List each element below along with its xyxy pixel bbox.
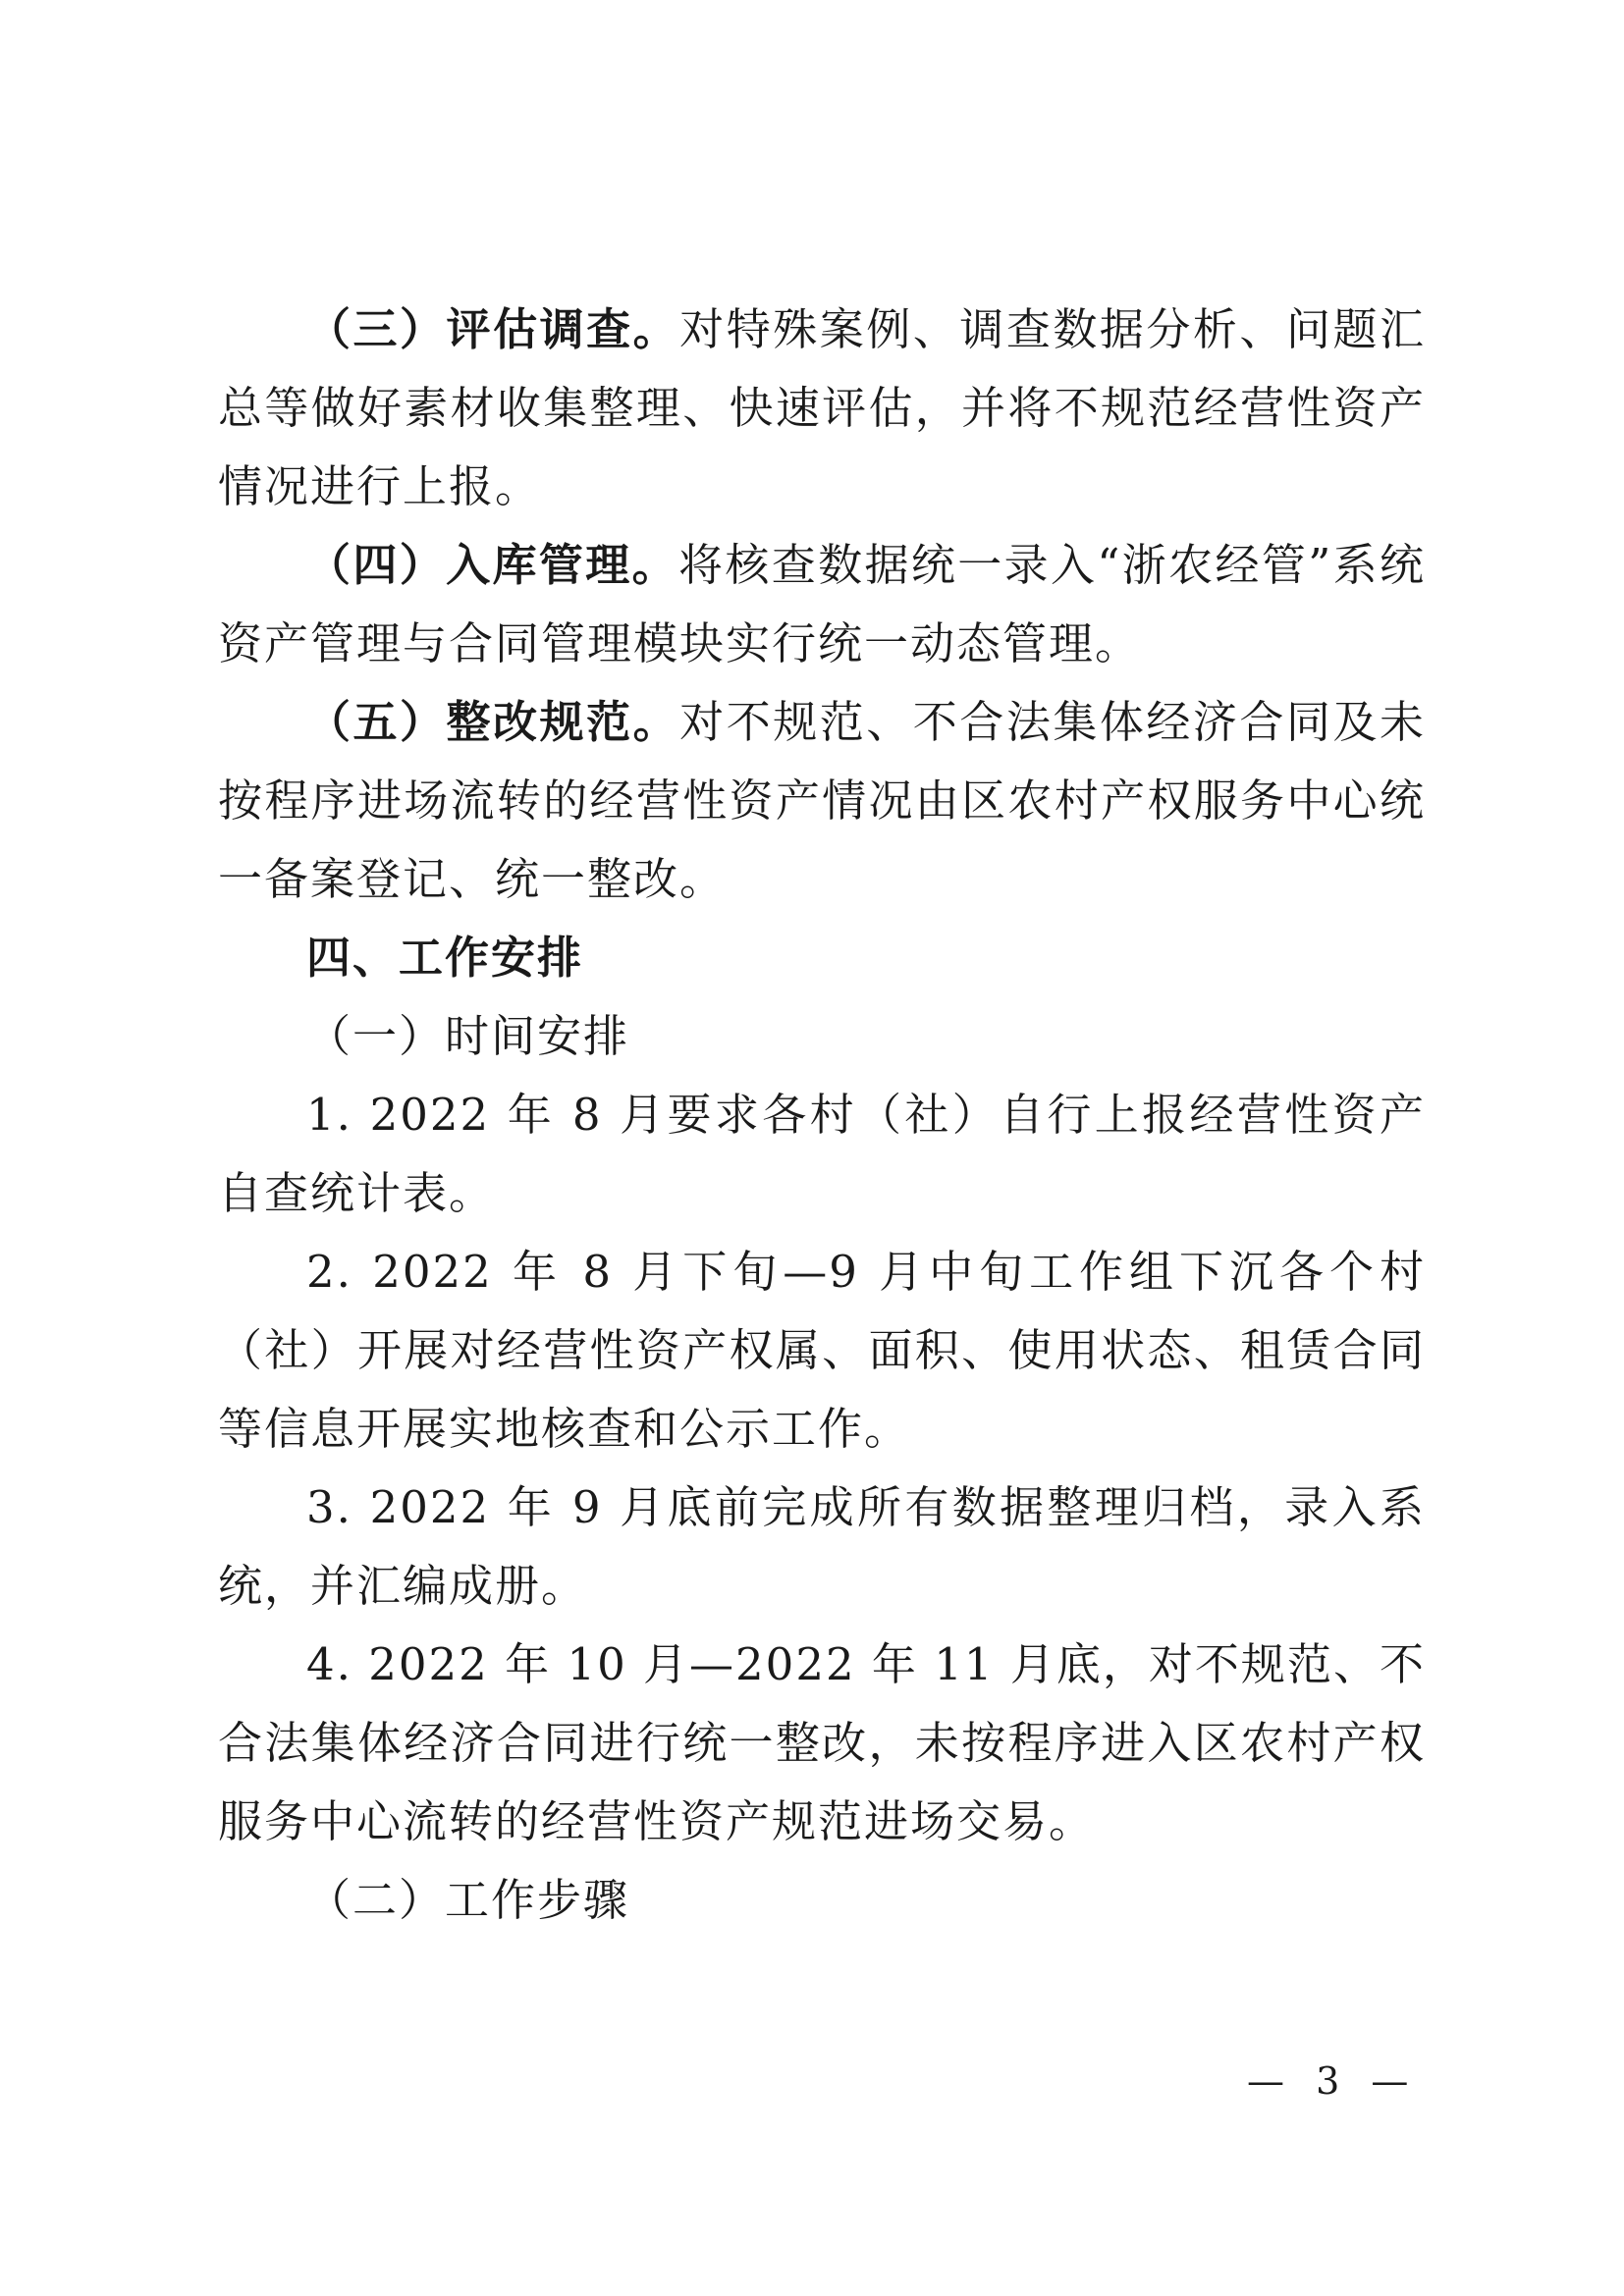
paragraph-text: 对不规范、不合法集体经济合同及未按程序进场流转的经营性资产情况由区农村产权服务中心统一备案登记、统一整改。 (218, 696, 1426, 905)
page-number: — 3 — (1247, 2059, 1419, 2103)
list-item-1: 1. 2022 年 8 月要求各村（社）自行上报经营性资产自查统计表。 (218, 1089, 1426, 1219)
subheading-time-arrangement: （一）时间安排 (306, 1010, 630, 1062)
paragraph-evaluation-survey (218, 291, 1426, 526)
list-item-3: 3. 2022 年 9 月底前完成所有数据整理归档，录入系统，并汇编成册。 (218, 1481, 1426, 1612)
paragraph-label: （四）入库管理。 (306, 539, 678, 591)
paragraph-label: （五）整改规范。 (306, 696, 680, 748)
paragraph-text: 将核查数据统一录入“浙农经管”系统资产管理与合同管理模块实行统一动态管理。 (218, 539, 1426, 669)
paragraph-text: 对特殊案例、调查数据分析、问题汇总等做好素材收集整理、快速评估，并将不规范经营性资产情况进行上报。 (218, 303, 1426, 512)
section-heading-work-arrangement: 四、工作安排 (306, 932, 584, 984)
paragraph-rectification (218, 683, 1426, 919)
paragraph-database-management (218, 526, 1426, 683)
list-item-4: 4. 2022 年 10 月—2022 年 11 月底，对不规范、不合法集体经济合同进行统一整改，未按程序进入区农村产权服务中心流转的经营性资产规范进场交易。 (218, 1638, 1426, 1847)
paragraph-label: （三）评估调查。 (306, 303, 680, 355)
subheading-work-steps: （二）工作步骤 (306, 1874, 630, 1926)
list-item-2: 2. 2022 年 8 月下旬—9 月中旬工作组下沉各个村（社）开展对经营性资产权属、面积、使用状态、租赁合同等信息开展实地核查和公示工作。 (218, 1246, 1426, 1455)
